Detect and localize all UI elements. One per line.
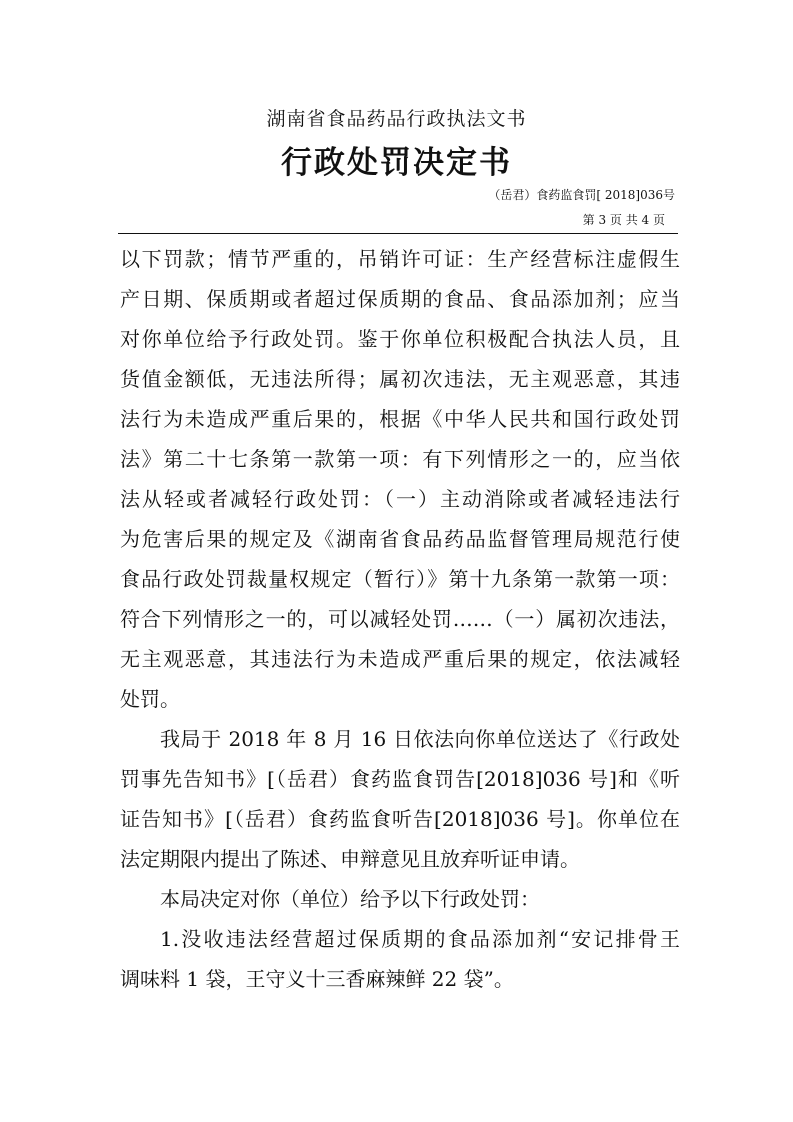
body-line: 产日期、保质期或者超过保质期的食品、食品添加剂；应当 [120,287,680,311]
body-line: 1.没收违法经营超过保质期的食品添加剂“安记排骨王 [160,927,680,951]
body-line: 以下罚款；情节严重的，吊销许可证：生产经营标注虚假生 [120,247,680,271]
body-line: 处罚。 [120,687,180,711]
body-line: 食品行政处罚裁量权规定（暂行）》第十九条第一款第一项： [120,567,680,591]
body-line: 调味料 1 袋，王守义十三香麻辣鲜 22 袋”。 [120,967,514,991]
body-line: 本局决定对你（单位）给予以下行政处罚： [160,887,540,911]
page-info: 第 3 页 共 4 页 [582,213,665,227]
body-line: 无主观恶意，其违法行为未造成严重后果的规定，依法减轻 [120,647,680,671]
body-line: 法行为未造成严重后果的，根据《中华人民共和国行政处罚 [120,407,680,431]
body-line: 我局于 2018 年 8 月 16 日依法向你单位送达了《行政处 [160,727,680,751]
body-line: 货值金额低，无违法所得；属初次违法，无主观恶意，其违 [120,367,680,391]
document-number: （岳君）食药监食罚[ 2018]036号 [488,188,675,202]
body-line: 为危害后果的规定及《湖南省食品药品监督管理局规范行使 [120,527,680,551]
body-line: 证告知书》[（岳君）食药监食听告[2018]036 号]。你单位在 [120,807,680,831]
body-line: 罚事先告知书》[（岳君）食药监食罚告[2018]036 号]和《听 [120,767,680,791]
document-title: 行政处罚决定书 [281,145,512,181]
header-rule [118,233,678,234]
body-line: 法从轻或者减轻行政处罚：（一）主动消除或者减轻违法行 [120,487,680,511]
document-body [120,239,680,999]
agency-heading: 湖南省食品药品行政执法文书 [266,108,527,130]
body-line: 法》第二十七条第一款第一项：有下列情形之一的，应当依 [120,447,680,471]
body-line: 对你单位给予行政处罚。鉴于你单位积极配合执法人员，且 [120,327,680,351]
body-line: 法定期限内提出了陈述、申辩意见且放弃听证申请。 [120,847,580,871]
body-line: 符合下列情形之一的，可以减轻处罚……（一）属初次违法， [120,607,680,631]
